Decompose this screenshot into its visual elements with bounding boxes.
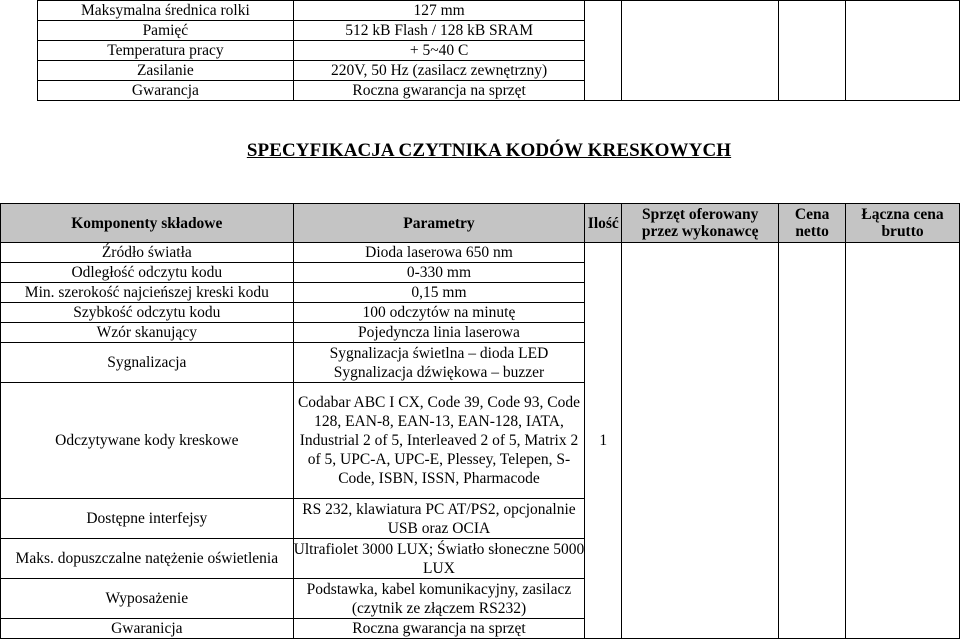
- offered-cell: [622, 243, 779, 639]
- table-row: [38, 1, 960, 21]
- parameter-cell: RS 232, klawiatura PC AT/PS2, opcjonalnie USB oraz OCIA: [293, 499, 585, 539]
- header-quantity: Ilość: [585, 204, 622, 243]
- header-offered: Sprzęt oferowany przez wykonawcę: [622, 204, 779, 243]
- row-value: 512 kB Flash / 128 kB SRAM: [293, 21, 585, 41]
- row-label: Zasilanie: [38, 61, 294, 81]
- header-row: [1, 204, 960, 243]
- component-cell: Szybkość odczytu kodu: [1, 303, 294, 323]
- section-title: SPECYFIKACJA CZYTNIKA KODÓW KRESKOWYCH: [246, 140, 732, 161]
- component-cell: Odległość odczytu kodu: [1, 263, 294, 283]
- offered-cell: [622, 1, 779, 101]
- gross-price-cell: [846, 243, 960, 639]
- parameter-cell: Roczna gwarancja na sprzęt: [293, 619, 585, 639]
- component-cell: Maks. dopuszczalne natężenie oświetlenia: [1, 539, 294, 579]
- quantity-cell: 1: [585, 243, 622, 639]
- row-label: Maksymalna średnica rolki: [38, 1, 294, 21]
- parameter-cell: 0-330 mm: [293, 263, 585, 283]
- row-value: + 5~40 C: [293, 41, 585, 61]
- row-value: 127 mm: [293, 1, 585, 21]
- net-price-cell: [779, 243, 846, 639]
- component-cell: Źródło światła: [1, 243, 294, 263]
- row-label: Gwarancja: [38, 81, 294, 101]
- barcode-reader-spec-table: [0, 203, 960, 639]
- row-label: Temperatura pracy: [38, 41, 294, 61]
- header-components: Komponenty składowe: [1, 204, 294, 243]
- top-spec-table: [37, 0, 960, 101]
- component-cell: Sygnalizacja: [1, 343, 294, 383]
- component-cell: Wzór skanujący: [1, 323, 294, 343]
- component-cell: Wyposażenie: [1, 579, 294, 619]
- component-cell: Gwaranicja: [1, 619, 294, 639]
- parameter-cell: Codabar ABC I CX, Code 39, Code 93, Code 128, EAN-8, EAN-13, EAN-128, IATA, Industrial 2 of 5, Interleaved 2 of 5, Matrix 2 of 5, UPC-A, UPC-E, Plessey, Telepen, S-Code, ISBN, ISSN, Pharmacode: [293, 383, 585, 499]
- header-net-price: Cena netto: [779, 204, 846, 243]
- parameter-cell: Dioda laserowa 650 nm: [293, 243, 585, 263]
- parameter-cell: Podstawka, kabel komunikacyjny, zasilacz (czytnik ze złączem RS232): [293, 579, 585, 619]
- header-parameters: Parametry: [293, 204, 585, 243]
- component-cell: Dostępne interfejsy: [1, 499, 294, 539]
- table-row: [1, 243, 960, 263]
- parameter-cell: Ultrafiolet 3000 LUX; Światło słoneczne 5000 LUX: [293, 540, 585, 577]
- parameter-cell: 0,15 mm: [293, 283, 585, 303]
- header-gross-price: Łączna cena brutto: [846, 204, 960, 243]
- parameter-cell: Pojedyncza linia laserowa: [293, 323, 585, 343]
- row-value: Roczna gwarancja na sprzęt: [293, 81, 585, 101]
- parameter-cell: 100 odczytów na minutę: [293, 303, 585, 323]
- quantity-cell: [585, 1, 622, 101]
- component-cell: Odczytywane kody kreskowe: [1, 383, 294, 499]
- parameter-cell: Sygnalizacja świetlna – dioda LED Sygnalizacja dźwiękowa – buzzer: [293, 343, 585, 383]
- gross-price-cell: [846, 1, 960, 101]
- row-value: 220V, 50 Hz (zasilacz zewnętrzny): [293, 61, 585, 81]
- net-price-cell: [779, 1, 846, 101]
- component-cell: Min. szerokość najcieńszej kreski kodu: [1, 283, 294, 303]
- row-label: Pamięć: [38, 21, 294, 41]
